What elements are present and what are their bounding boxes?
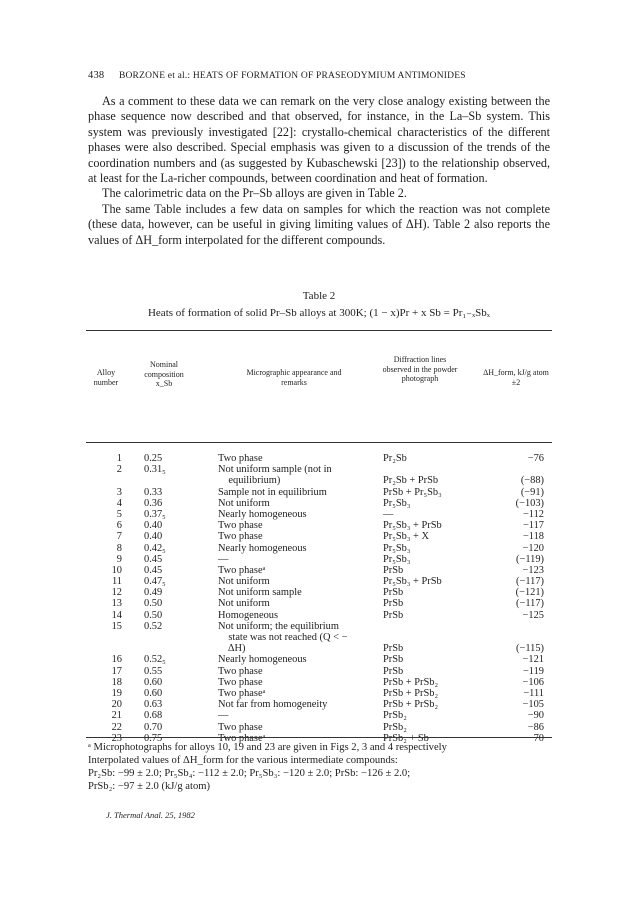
table-row: [86, 610, 552, 621]
remarks-cell: state was not reached (Q < −: [218, 632, 348, 643]
table-row: [86, 699, 552, 710]
remarks-cell: Not far from homogeneity: [218, 699, 328, 711]
remarks-cell: Not uniform sample: [218, 587, 302, 599]
table-row: [86, 464, 552, 475]
diffraction-cell: PrSb + PrSb₂: [383, 699, 439, 711]
composition-cell: 0.52₅: [144, 654, 166, 666]
diffraction-cell: PrSb + Pr₅Sb₃: [383, 486, 442, 498]
table-row: [86, 554, 552, 565]
remarks-cell: Two phase: [218, 665, 263, 677]
remarks-cell: Two phase: [218, 453, 263, 464]
dh-cell: −90: [527, 710, 544, 722]
alloy-number-cell: 16: [111, 654, 122, 666]
remarks-cell: Nearly homogeneous: [218, 654, 307, 666]
table-row: [86, 632, 552, 643]
diffraction-cell: PrSb₂: [383, 710, 407, 722]
col-header-remarks: Micrographic appearance and remarks: [246, 368, 342, 387]
composition-cell: 0.70: [144, 721, 163, 733]
footnotes: [88, 741, 554, 793]
diffraction-cell: —: [383, 508, 394, 520]
alloy-number-cell: 20: [111, 699, 122, 711]
alloy-number-cell: 2: [116, 464, 122, 476]
dh-cell: −117: [522, 520, 544, 532]
alloy-number-cell: 6: [116, 520, 122, 532]
table-row: [86, 722, 552, 733]
col-header-alloy: Alloy number: [93, 368, 119, 387]
composition-cell: 0.45: [144, 553, 163, 565]
table-row: [86, 520, 552, 531]
remarks-cell: Two phaseᵃ: [218, 732, 266, 744]
dh-cell: −76: [527, 453, 544, 464]
diffraction-cell: Pr₅Sb₃: [383, 542, 411, 554]
remarks-cell: equilibrium): [218, 475, 281, 487]
composition-cell: 0.60: [144, 687, 163, 699]
dh-cell: (−91): [520, 486, 544, 498]
alloy-number-cell: 13: [111, 598, 122, 610]
running-header: [88, 70, 558, 81]
col-header-dh: ΔH_form, kJ/g atom ±2: [483, 368, 549, 387]
composition-cell: 0.31₅: [144, 464, 166, 476]
diffraction-cell: Pr₂Sb: [383, 453, 407, 464]
remarks-cell: Two phase: [218, 721, 263, 733]
dh-cell: −112: [522, 508, 544, 520]
alloy-number-cell: 12: [111, 587, 122, 599]
table-row: [86, 498, 552, 509]
alloy-number-cell: 17: [111, 665, 122, 677]
dh-cell: −120: [522, 542, 544, 554]
diffraction-cell: Pr₅Sb₃ + X: [383, 531, 430, 543]
dh-cell: (−103): [515, 497, 544, 509]
table-row: [86, 688, 552, 699]
dh-cell: (−117): [516, 576, 544, 588]
header-bottom-rule: [86, 442, 552, 443]
dh-cell: −119: [522, 665, 544, 677]
diffraction-cell: PrSb: [383, 587, 404, 599]
table-row: [86, 565, 552, 576]
remarks-cell: Two phase: [218, 676, 263, 688]
diffraction-cell: PrSb: [383, 609, 404, 621]
table-body: [86, 453, 552, 744]
composition-cell: 0.40: [144, 531, 163, 543]
alloy-number-cell: 9: [116, 553, 122, 565]
remarks-cell: Nearly homogeneous: [218, 542, 307, 554]
remarks-cell: Not uniform; the equilibrium: [218, 620, 339, 632]
diffraction-cell: Pr₅Sb₃ + PrSb: [383, 576, 442, 588]
diffraction-cell: PrSb: [383, 654, 404, 666]
dh-cell: (−117): [516, 598, 544, 610]
diffraction-cell: PrSb₂: [383, 721, 407, 733]
alloy-number-cell: 15: [111, 620, 122, 632]
remarks-cell: Not uniform: [218, 598, 270, 610]
diffraction-cell: Pr₅Sb₃: [383, 497, 411, 509]
table-top-rule: [86, 330, 552, 331]
dh-cell: −123: [522, 564, 544, 576]
footnote-line: ᵃ Microphotographs for alloys 10, 19 and 23 are given in Figs 2, 3 and 4 respectively: [88, 742, 447, 753]
table-row: [86, 543, 552, 554]
alloy-number-cell: 19: [111, 687, 122, 699]
composition-cell: 0.40: [144, 520, 163, 532]
remarks-cell: Homogeneous: [218, 609, 279, 621]
diffraction-cell: PrSb: [383, 665, 404, 677]
composition-cell: 0.50: [144, 598, 163, 610]
table-row: [86, 531, 552, 542]
composition-cell: 0.33: [144, 486, 163, 498]
remarks-cell: Not uniform: [218, 497, 270, 509]
remarks-cell: ΔH): [218, 643, 246, 655]
composition-cell: 0.36: [144, 497, 163, 509]
remarks-cell: —: [218, 710, 229, 722]
alloy-number-cell: 8: [116, 542, 122, 554]
page-number: 438: [88, 70, 105, 81]
table-row: [86, 475, 552, 486]
alloy-number-cell: 7: [116, 531, 122, 543]
remarks-cell: Two phase: [218, 531, 263, 543]
remarks-cell: Not uniform: [218, 576, 270, 588]
composition-cell: 0.68: [144, 710, 163, 722]
alloy-number-cell: 4: [116, 497, 122, 509]
remarks-cell: Sample not in equilibrium: [218, 486, 327, 498]
footnote-line: Pr₂Sb: −99 ± 2.0; Pr₅Sb₄: −112 ± 2.0; Pr₅Sb₃: −120 ± 2.0; PrSb: −126 ± 2.0;: [88, 768, 411, 779]
composition-cell: 0.45: [144, 564, 163, 576]
composition-cell: 0.55: [144, 665, 163, 677]
dh-cell: −125: [522, 609, 544, 621]
col-header-composition: Nominal composition x_Sb: [144, 360, 184, 388]
table-row: [86, 453, 552, 464]
remarks-cell: Not uniform sample (not in: [218, 464, 332, 476]
composition-cell: 0.37₅: [144, 508, 166, 520]
table-title: Table 2: [302, 290, 336, 302]
dh-cell: −105: [522, 699, 544, 711]
dh-cell: (−115): [516, 643, 544, 655]
composition-cell: 0.47₅: [144, 576, 166, 588]
table-row: [86, 666, 552, 677]
composition-cell: 0.52: [144, 620, 163, 632]
table-row: [86, 621, 552, 632]
dh-cell: −70: [527, 732, 544, 744]
composition-cell: 0.25: [144, 453, 163, 464]
diffraction-cell: Pr₅Sb₃ + PrSb: [383, 520, 442, 532]
remarks-cell: —: [218, 553, 229, 565]
diffraction-cell: PrSb₂ + Sb: [383, 732, 429, 744]
footnote-line: PrSb₂: −97 ± 2.0 (kJ/g atom): [88, 781, 211, 792]
alloy-number-cell: 22: [111, 721, 122, 733]
alloy-number-cell: 10: [111, 564, 122, 576]
table-row: [86, 654, 552, 665]
alloy-number-cell: 18: [111, 676, 122, 688]
composition-cell: 0.75: [144, 732, 163, 744]
diffraction-cell: Pr₂Sb + PrSb: [383, 475, 439, 487]
journal-reference: J. Thermal Anal. 25, 1982: [106, 810, 195, 820]
dh-cell: −121: [522, 654, 544, 666]
diffraction-cell: PrSb + PrSb₂: [383, 687, 439, 699]
dh-cell: (−121): [515, 587, 544, 599]
alloy-number-cell: 14: [111, 609, 122, 621]
alloy-number-cell: 11: [111, 576, 122, 588]
table-row: [86, 587, 552, 598]
composition-cell: 0.60: [144, 676, 163, 688]
table-row: [86, 710, 552, 721]
body-text: [88, 94, 550, 248]
alloy-number-cell: 23: [111, 732, 122, 744]
dh-cell: −118: [522, 531, 544, 543]
table-row: [86, 643, 552, 654]
remarks-cell: Two phaseᵃ: [218, 564, 266, 576]
diffraction-cell: PrSb + PrSb₂: [383, 676, 439, 688]
remarks-cell: Two phaseᵃ: [218, 687, 266, 699]
composition-cell: 0.42₅: [144, 542, 166, 554]
paragraph: The calorimetric data on the Pr–Sb alloys are given in Table 2.: [102, 186, 407, 201]
composition-cell: 0.49: [144, 587, 163, 599]
paragraph: The same Table includes a few data on samples for which the reaction was not complete (these data, however, can be useful in giving limiting values of ΔH). Table 2 also reports the values of ΔH_form interpolated for the different compounds.: [88, 201, 550, 247]
diffraction-cell: PrSb: [383, 643, 404, 655]
table-row: [86, 677, 552, 688]
alloy-number-cell: 21: [111, 710, 122, 722]
paragraph: As a comment to these data we can remark on the very close analogy existing between the phase sequence now described and that observed, for instance, in the La–Sb system. This system was previously investigated [22]: crystallo-chemical characteristics of the different phases were also described. Special emphasis was given to a discussion of the trends of the coordination numbers and (as suggested by Kubaschewski [23]) to the relationship observed, at least for the La-richer compounds, between coordination and heat of formation.: [88, 94, 550, 186]
table-row: [86, 509, 552, 520]
table-row: [86, 487, 552, 498]
composition-cell: 0.50: [144, 609, 163, 621]
diffraction-cell: PrSb: [383, 564, 404, 576]
dh-cell: (−119): [516, 553, 544, 565]
remarks-cell: Two phase: [218, 520, 263, 532]
alloy-number-cell: 5: [116, 508, 122, 520]
table-row: [86, 576, 552, 587]
footnote-line: Interpolated values of ΔH_form for the various intermediate compounds:: [88, 755, 398, 766]
dh-cell: (−88): [520, 475, 544, 487]
remarks-cell: Nearly homogeneous: [218, 508, 307, 520]
running-title: BORZONE et al.: HEATS OF FORMATION OF PRASEODYMIUM ANTIMONIDES: [118, 71, 466, 81]
alloy-number-cell: 3: [116, 486, 122, 498]
alloy-number-cell: 1: [116, 453, 122, 464]
diffraction-cell: Pr₅Sb₃: [383, 553, 411, 565]
dh-cell: −106: [522, 676, 544, 688]
table-row: [86, 598, 552, 609]
col-header-diffraction: Diffraction lines observed in the powder photograph: [382, 355, 458, 383]
composition-cell: 0.63: [144, 699, 163, 711]
dh-cell: −86: [527, 721, 544, 733]
table-bottom-rule: [86, 737, 552, 738]
dh-cell: −111: [523, 687, 544, 699]
table-caption: Heats of formation of solid Pr–Sb alloys at 300K; (1 − x)Pr + x Sb = Pr₁₋ₓSbₓ: [147, 307, 490, 319]
diffraction-cell: PrSb: [383, 598, 404, 610]
